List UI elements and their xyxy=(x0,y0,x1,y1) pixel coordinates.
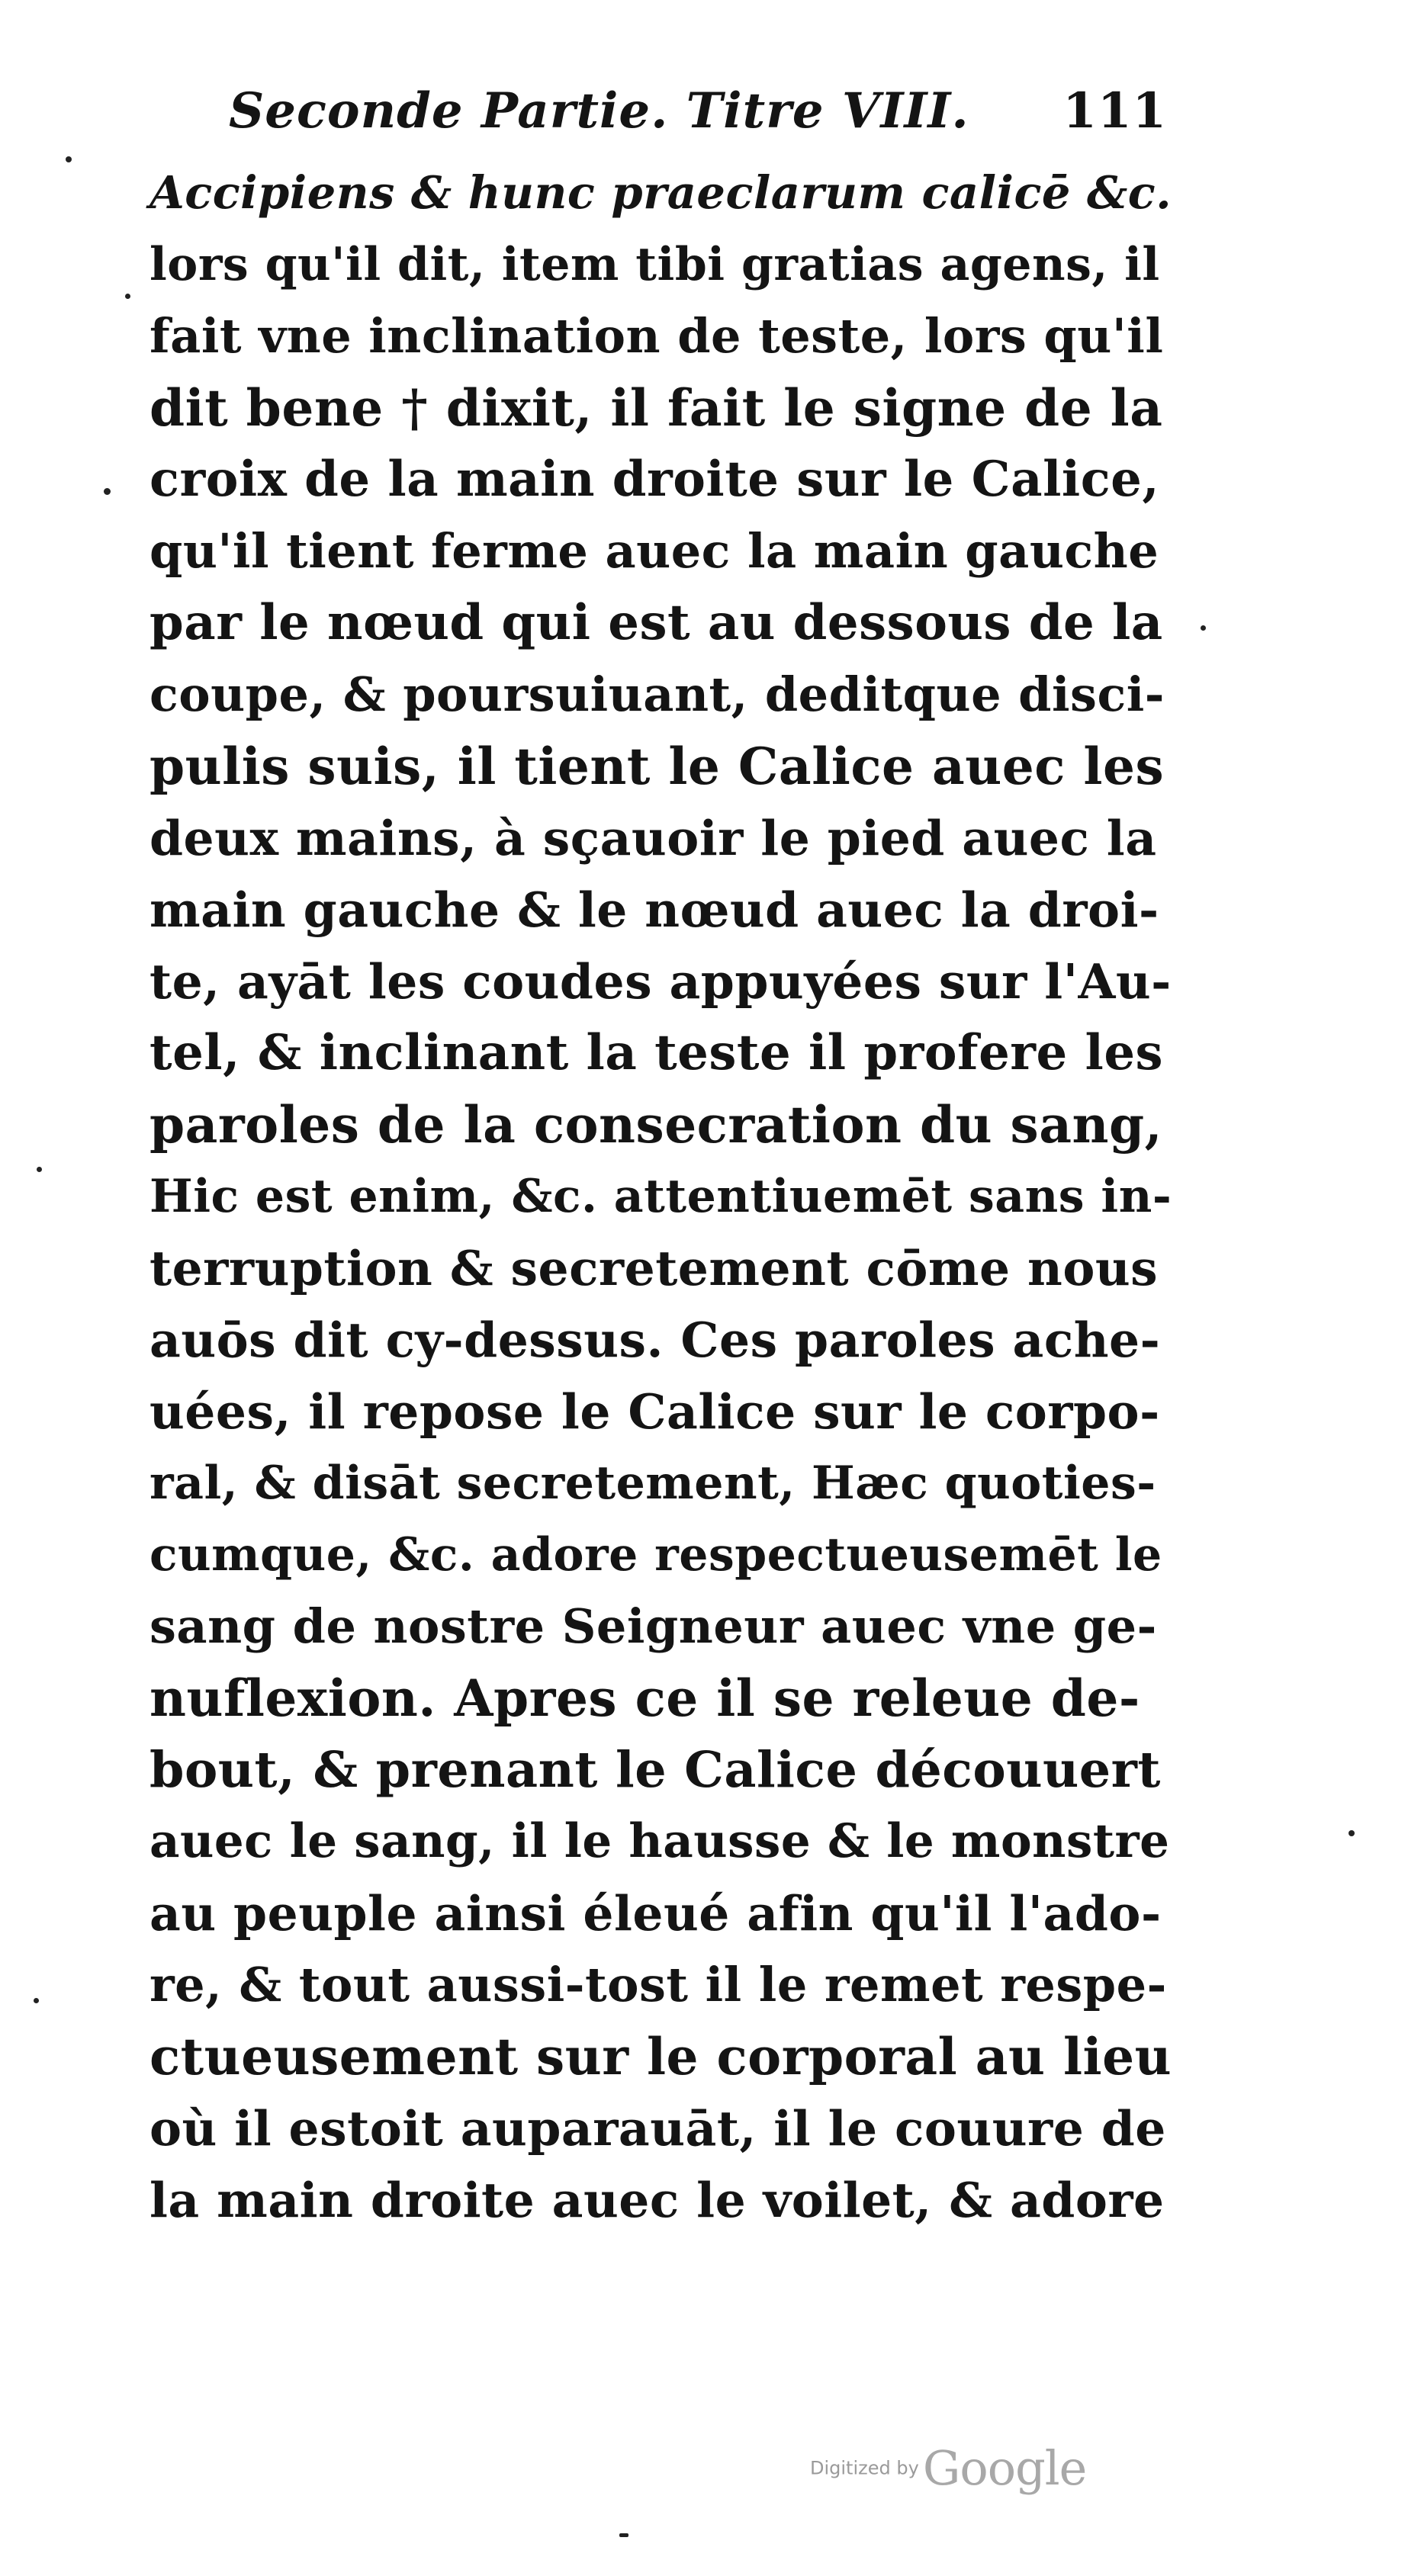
text-line: qu'il tient ferme auec la main gauche xyxy=(149,523,1159,579)
text-line: ctueusement sur le corporal au lieu xyxy=(149,2027,1172,2086)
google-logo: Google xyxy=(922,2440,1087,2496)
page-number: 111 xyxy=(1062,82,1167,140)
text-line: paroles de la consecration du sang, xyxy=(149,1095,1163,1155)
scan-speck xyxy=(66,156,72,162)
text-line: Accipiens & hunc praeclarum calicē &c. xyxy=(149,166,1172,219)
text-line: terruption & secretement cōme nous xyxy=(149,1240,1159,1296)
text-line: uées, il repose le Calice sur le corpo- xyxy=(149,1383,1160,1440)
text-line: ral, & disāt secretement, Hæc quoties- xyxy=(149,1457,1156,1510)
text-line: sang de nostre Seigneur auec vne ge- xyxy=(149,1598,1157,1654)
text-line: nuflexion. Apres ce il se releue de- xyxy=(149,1669,1140,1728)
text-line: où il estoit auparauāt, il le couure de xyxy=(149,2100,1166,2157)
running-head xyxy=(229,73,1167,149)
text-line: coupe, & poursuiuant, deditque disci- xyxy=(149,666,1165,722)
text-line: par le nœud qui est au dessous de la xyxy=(149,594,1163,651)
digitized-watermark xyxy=(810,2440,1130,2501)
body-text xyxy=(149,157,1172,2236)
text-line: pulis suis, il tient le Calice auec les xyxy=(149,737,1165,796)
text-line: auec le sang, il le hausse & le monstre xyxy=(149,1814,1170,1868)
text-line: bout, & prenant le Calice découuert xyxy=(149,1741,1161,1799)
text-line: re, & tout aussi-tost il le remet respe- xyxy=(149,1957,1167,2012)
text-line: croix de la main droite sur le Calice, xyxy=(149,451,1160,508)
scan-speck xyxy=(1201,625,1206,631)
text-line: tel, & inclinant la teste il profere les xyxy=(149,1024,1164,1081)
text-line: main gauche & le nœud auec la droi- xyxy=(149,882,1159,938)
text-line: fait vne inclination de teste, lors qu'il xyxy=(149,308,1164,364)
digitized-by-text: Digitized by xyxy=(810,2457,919,2479)
text-line: dit bene † dixit, il fait le signe de la xyxy=(149,378,1163,438)
scan-speck xyxy=(1349,1830,1355,1836)
text-line: au peuple ainsi éleué afin qu'il l'ado- xyxy=(149,1885,1162,1942)
text-line: lors qu'il dit, item tibi gratias agens, il xyxy=(149,238,1160,291)
scan-speck xyxy=(34,1998,39,2003)
scan-speck xyxy=(619,2533,628,2537)
text-line: cumque, &c. adore respectueusemēt le xyxy=(149,1528,1162,1582)
scan-speck xyxy=(125,294,130,299)
scan-speck xyxy=(37,1167,42,1172)
text-line: te, ayāt les coudes appuyées sur l'Au- xyxy=(149,953,1172,1010)
text-line: Hic est enim, &c. attentiuemēt sans in- xyxy=(149,1170,1172,1223)
text-line: auōs dit cy-dessus. Ces paroles ache- xyxy=(149,1312,1161,1368)
running-head-title: Seconde Partie. Titre VIII. xyxy=(229,82,969,140)
text-line: deux mains, à sçauoir le pied auec la xyxy=(149,810,1157,866)
scan-speck xyxy=(104,488,111,495)
text-line: la main droite auec le voilet, & adore xyxy=(149,2172,1165,2228)
